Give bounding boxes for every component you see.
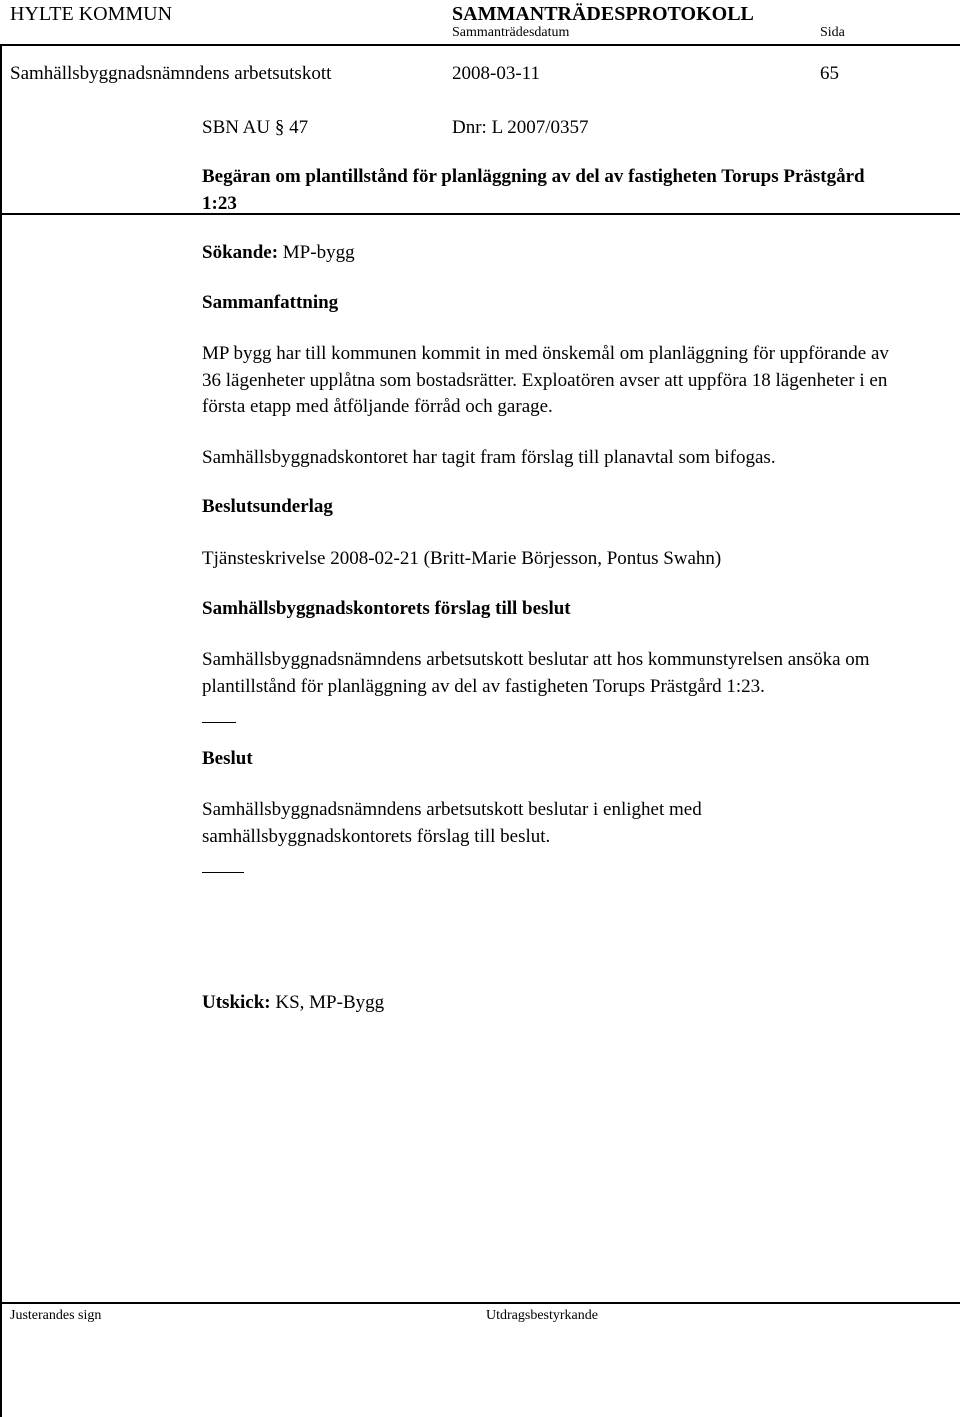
decision-heading: Beslut (202, 748, 253, 769)
certification-label: Utdragsbestyrkande (486, 1308, 598, 1323)
separator-dash (202, 722, 236, 723)
footer-rule (0, 1302, 960, 1304)
summary-text: MP bygg har till kommunen kommit in med önskemål om planläggning för uppförande av 36 lägenheter upplåtna som bostadsrätter. Exploatören avser att uppföra 18 lägenheter i en första etapp med åtföljande förråd och garage. (202, 343, 889, 417)
proposal-text: Samhällsbyggnadsnämndens arbetsutskott beslutar att hos kommunstyrelsen ansöka om plantillstånd för planläggning av del av fastigheten Torups Prästgård 1:23. (202, 649, 870, 697)
page-label: Sida (820, 25, 845, 40)
case-title: Begäran om plantillstånd för planläggning av del av fastigheten Torups Prästgård 1:23 (202, 166, 865, 214)
dispatch-value: KS, MP-Bygg (275, 992, 385, 1013)
meeting-date-label: Sammanträdesdatum (452, 25, 570, 40)
basis-heading: Beslutsunderlag (202, 496, 333, 517)
applicant-value: MP-bygg (282, 242, 355, 263)
summary-heading: Sammanfattning (202, 292, 339, 313)
left-border (0, 44, 2, 1417)
meeting-date: 2008-03-11 (452, 63, 540, 84)
header-rule (0, 44, 960, 46)
summary-text-2: Samhällsbyggnadskontoret har tagit fram förslag till planavtal som bifogas. (202, 447, 776, 468)
signature-label: Justerandes sign (10, 1308, 102, 1323)
document-type: SAMMANTRÄDESPROTOKOLL (452, 3, 754, 25)
applicant-label: Sökande: (202, 242, 279, 263)
page-number: 65 (820, 63, 839, 84)
case-reference: Dnr: L 2007/0357 (452, 117, 589, 138)
dispatch (202, 990, 384, 1017)
decision-text: Samhällsbyggnadsnämndens arbetsutskott beslutar i enlighet med samhällsbyggnadskontorets förslag till beslut. (202, 799, 702, 847)
municipality-name: HYLTE KOMMUN (10, 3, 173, 25)
proposal-heading: Samhällsbyggnadskontorets förslag till beslut (202, 598, 571, 619)
side-rule (0, 44, 2, 214)
title-underline (0, 213, 960, 215)
basis-text: Tjänsteskrivelse 2008-02-21 (Britt-Marie Börjesson, Pontus Swahn) (202, 548, 722, 569)
separator-dash (202, 872, 244, 873)
case-number: SBN AU § 47 (202, 117, 309, 138)
dispatch-label: Utskick: (202, 992, 271, 1013)
committee-name: Samhällsbyggnadsnämndens arbetsutskott (10, 63, 332, 84)
applicant (202, 240, 355, 267)
